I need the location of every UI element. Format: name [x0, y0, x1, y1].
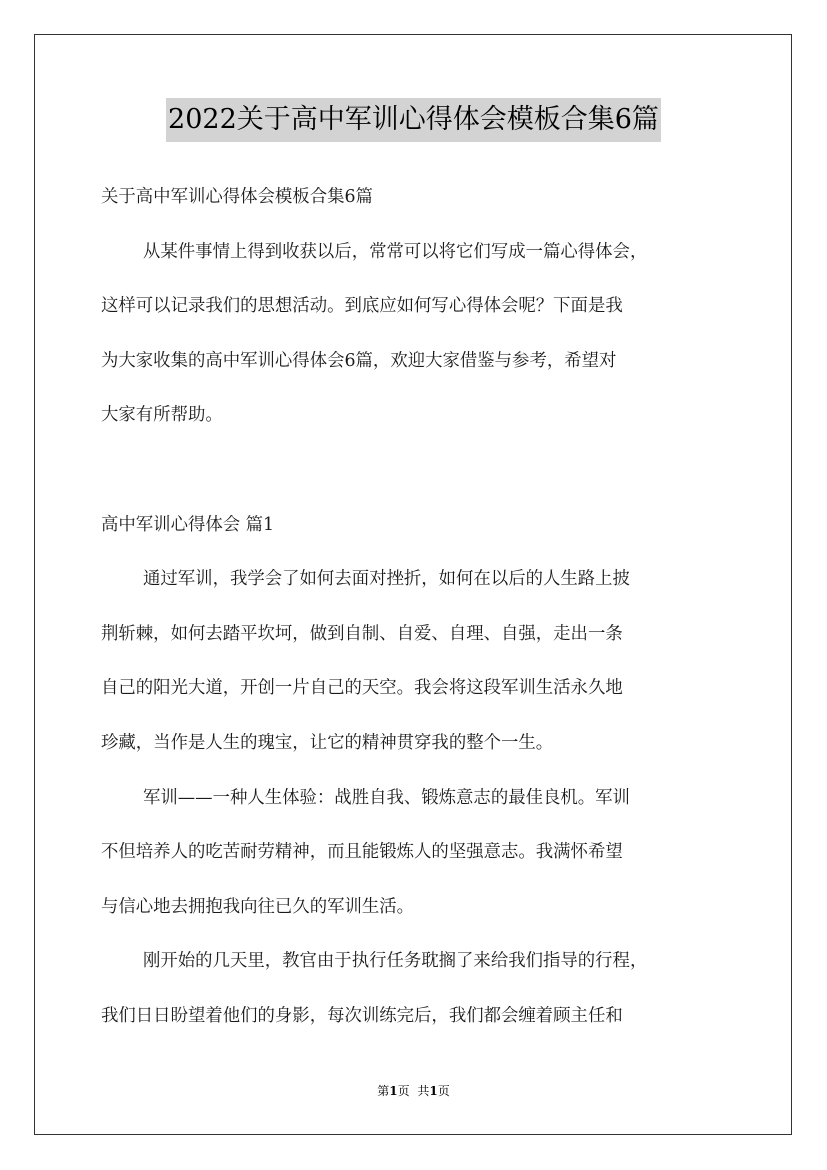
paragraph-line: 不但培养人的吃苦耐劳精神，而且能锻炼人的坚强意志。我满怀希望 — [101, 842, 623, 863]
footer-total-number: 1 — [429, 1084, 438, 1098]
intro-line: 为大家收集的高中军训心得体会6篇，欢迎大家借鉴与参考，希望对 — [101, 350, 617, 371]
title-wrap — [0, 98, 827, 142]
paragraph-line: 荆斩棘，如何去踏平坎坷，做到自制、自爱、自理、自强，走出一条 — [101, 623, 623, 644]
document-title: 2022关于高中军训心得体会模板合集6篇 — [166, 98, 661, 142]
paragraph-line: 与信心地去拥抱我向往已久的军训生活。 — [101, 896, 415, 917]
paragraph-line: 我们日日盼望着他们的身影，每次训练完后，我们都会缠着顾主任和 — [101, 1005, 623, 1026]
paragraph-line: 刚开始的几天里，教官由于执行任务耽搁了来给我们指导的行程， — [143, 951, 648, 972]
paragraph-line: 通过军训，我学会了如何去面对挫折，如何在以后的人生路上披 — [143, 569, 630, 590]
intro-line: 从某件事情上得到收获以后，常常可以将它们写成一篇心得体会， — [143, 241, 648, 262]
blank-line — [101, 443, 741, 498]
section-heading: 高中军训心得体会 篇1 — [101, 514, 275, 535]
footer-total-prefix: 共 — [417, 1084, 430, 1098]
footer-total-suffix: 页 — [437, 1084, 450, 1098]
paragraph-line: 军训——一种人生体验：战胜自我、锻炼意志的最佳良机。军训 — [143, 787, 630, 808]
document-subtitle: 关于高中军训心得体会模板合集6篇 — [101, 187, 373, 207]
page-footer — [0, 1083, 827, 1099]
footer-page-number: 1 — [389, 1084, 398, 1098]
document-body — [101, 170, 741, 1044]
paragraph-line: 珍藏，当作是人生的瑰宝，让它的精神贯穿我的整个一生。 — [101, 732, 554, 753]
intro-line: 大家有所帮助。 — [101, 405, 223, 426]
intro-line: 这样可以记录我们的思想活动。到底应如何写心得体会呢？下面是我 — [101, 296, 623, 317]
paragraph-line: 自己的阳光大道，开创一片自己的天空。我会将这段军训生活永久地 — [101, 678, 623, 699]
footer-page-prefix: 第 — [377, 1084, 390, 1098]
footer-page-suffix: 页 — [397, 1084, 410, 1098]
